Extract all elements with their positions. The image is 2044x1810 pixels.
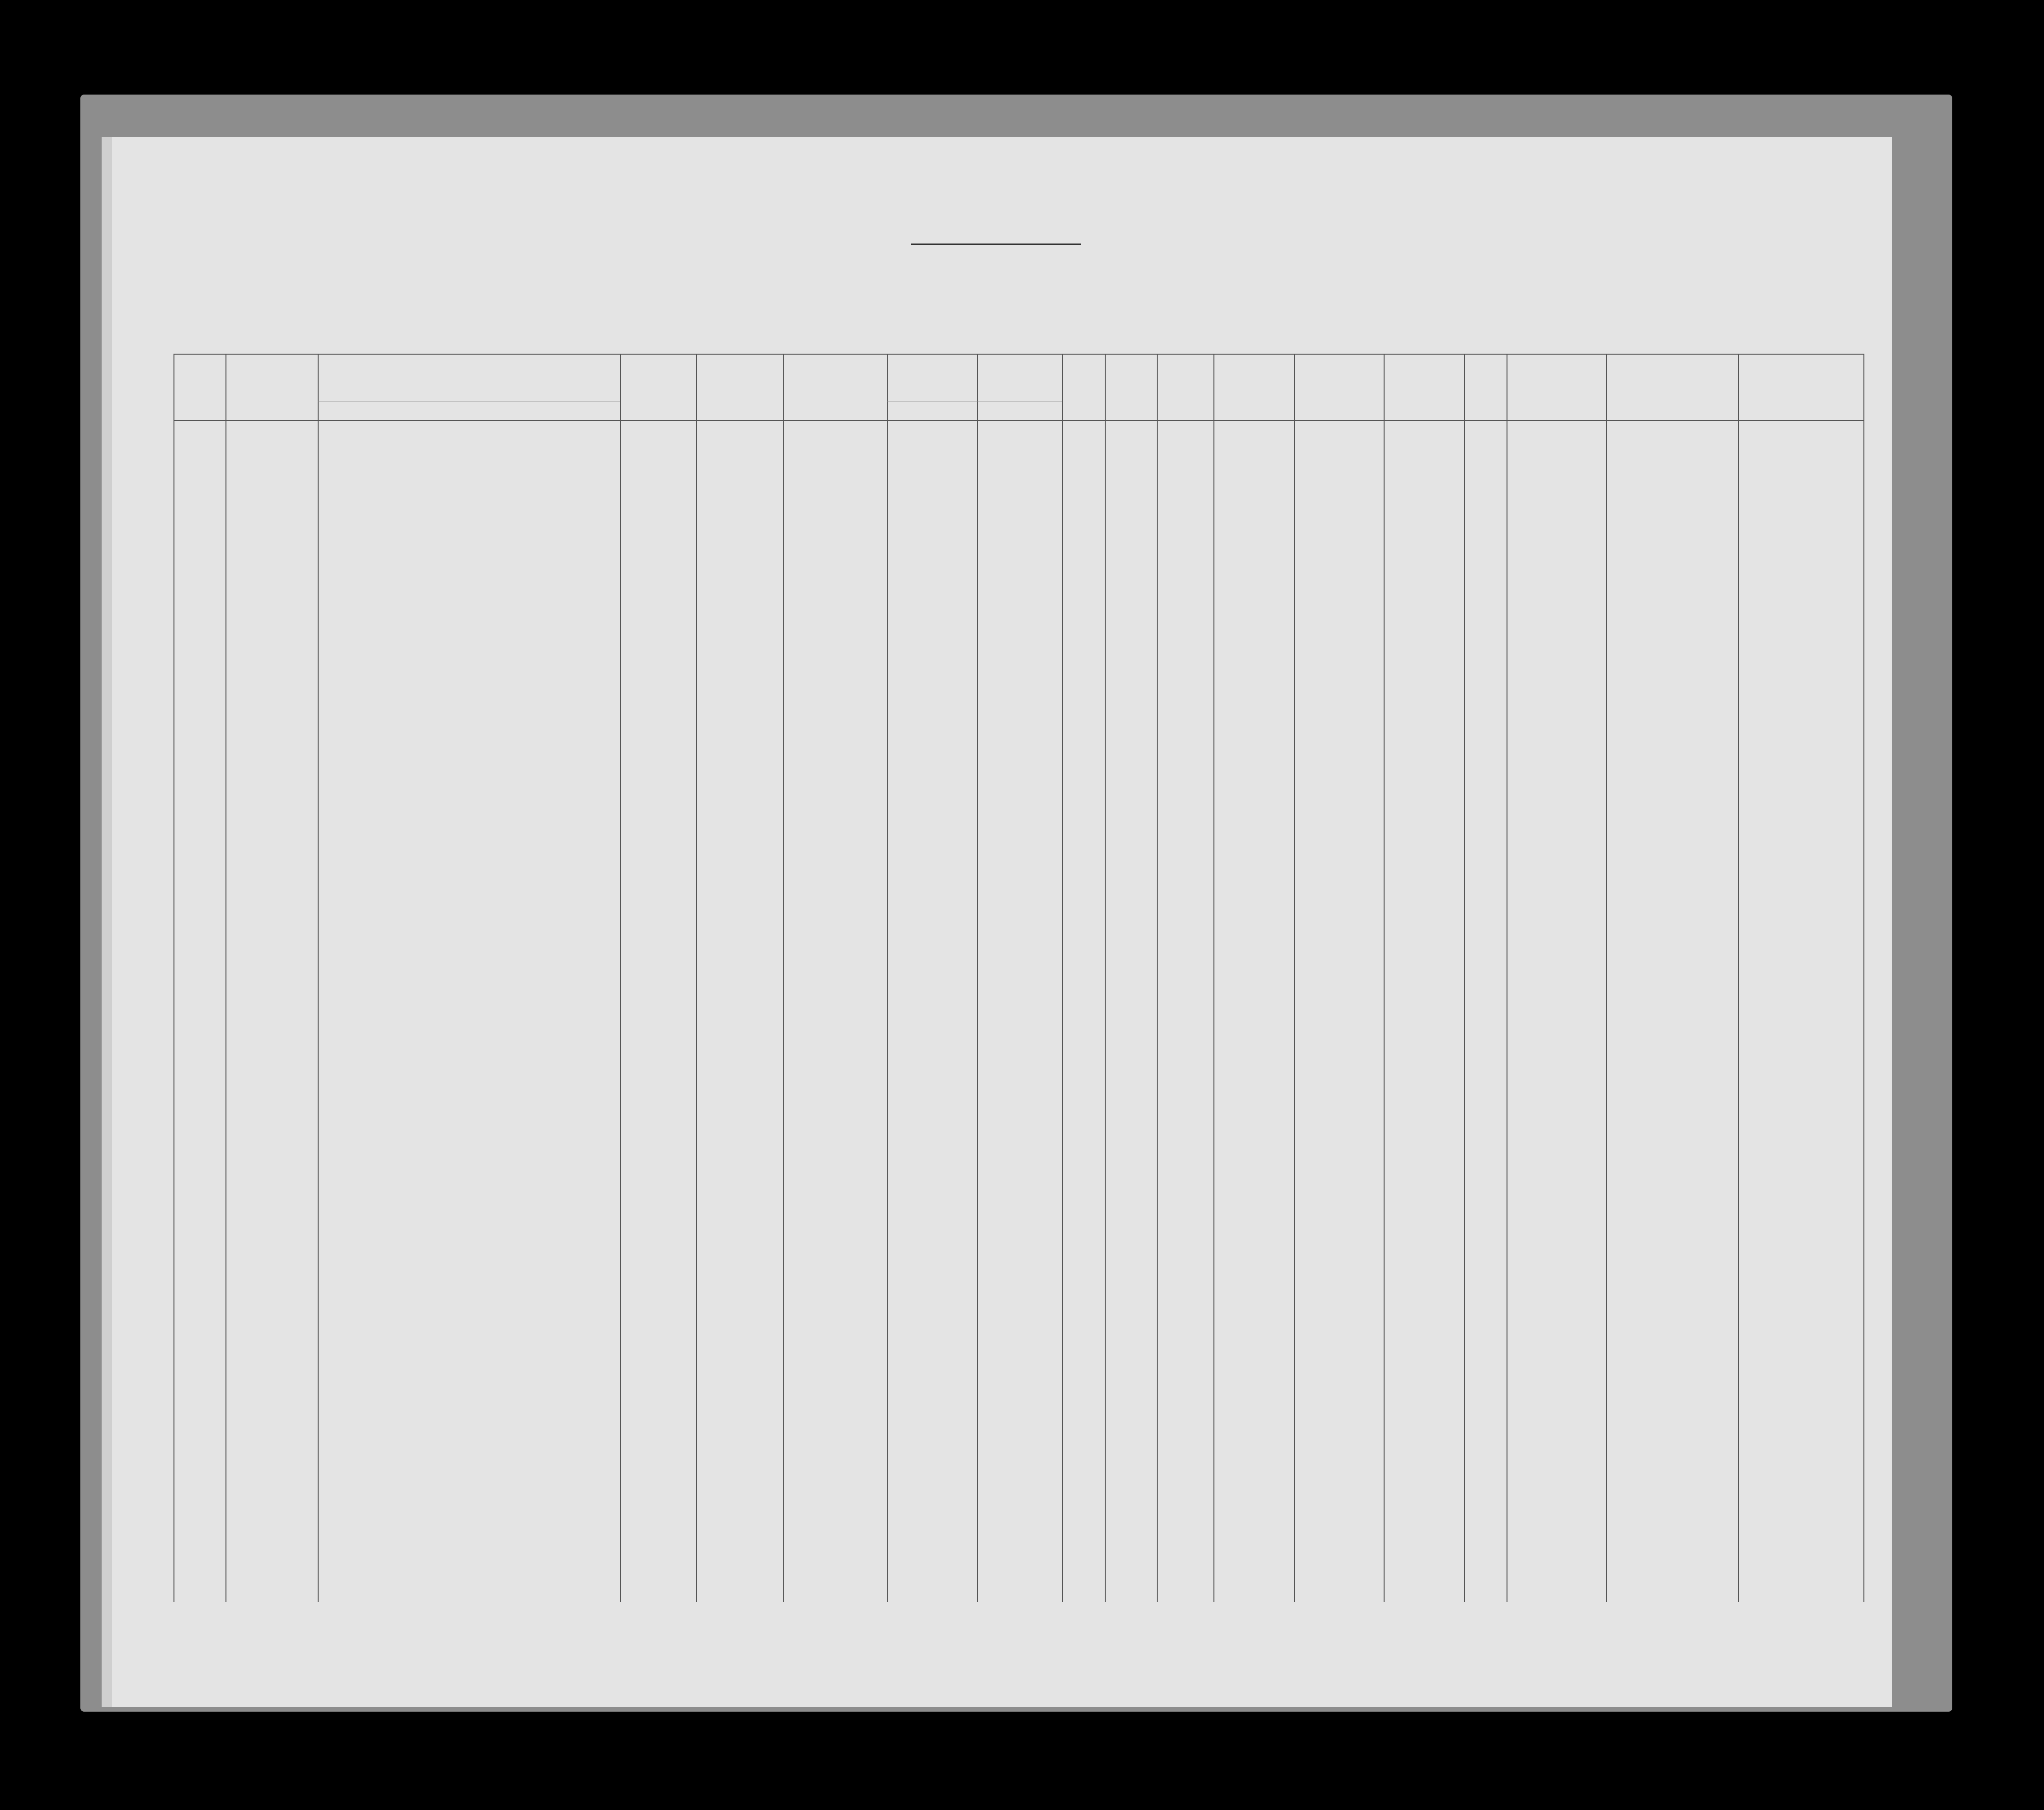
column-divider — [1105, 354, 1106, 1602]
column-divider — [977, 354, 978, 1602]
column-divider — [1606, 354, 1607, 1602]
column-divider — [225, 354, 226, 1602]
column-divider — [620, 354, 621, 1602]
title-rule — [911, 244, 1081, 245]
column-divider — [1384, 354, 1385, 1602]
column-divider — [696, 354, 697, 1602]
column-divider — [173, 354, 174, 1602]
header-rule — [173, 354, 1863, 355]
header-rule — [173, 420, 1863, 421]
column-divider — [1464, 354, 1465, 1602]
column-divider — [1863, 354, 1864, 1602]
column-divider — [887, 354, 888, 1602]
column-divider — [1062, 354, 1063, 1602]
column-divider — [1157, 354, 1158, 1602]
column-divider — [1213, 354, 1214, 1602]
column-divider — [1738, 354, 1739, 1602]
column-divider — [1294, 354, 1295, 1602]
column-divider — [783, 354, 784, 1602]
vessel-line — [415, 304, 481, 322]
manifest-sheet — [102, 137, 1892, 1707]
manifest-table — [173, 354, 1863, 1602]
column-divider — [318, 354, 319, 1602]
